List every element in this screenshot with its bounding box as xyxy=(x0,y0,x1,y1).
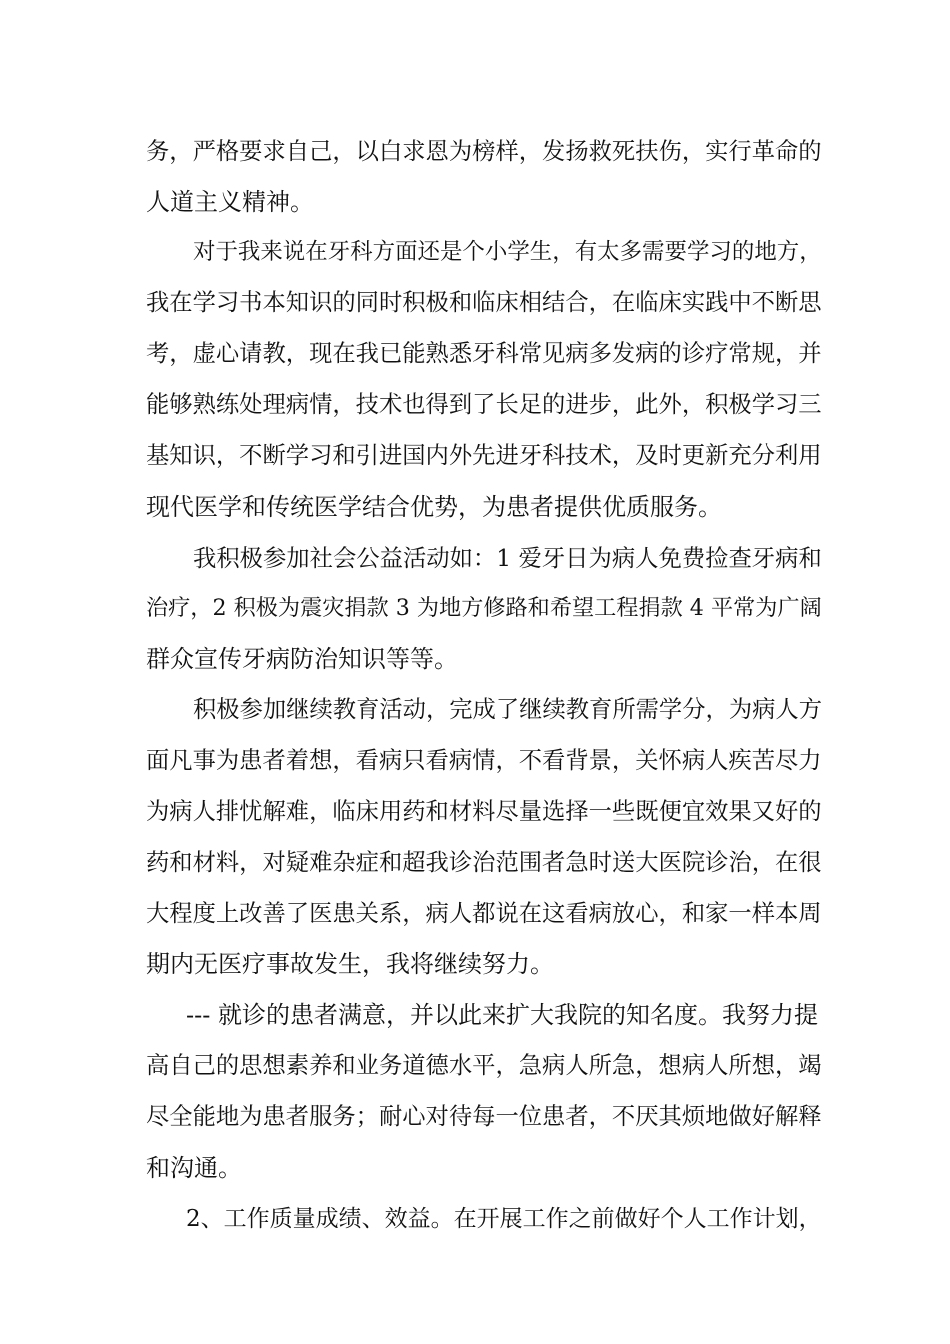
text-line-content: 考，虚心请教，现在我已能熟悉牙科常见病多发病的诊疗常规，并 xyxy=(146,340,822,367)
text-line xyxy=(0,1092,950,1142)
text-line xyxy=(0,127,950,177)
text-line-content: --- 就诊的患者满意，并以此来扩大我院的知名度。我努力提 xyxy=(186,1001,818,1029)
text-line-content: 务，严格要求自己，以白求恩为榜样，发扬救死扶伤，实行革命的 xyxy=(146,138,822,165)
text-line xyxy=(0,177,950,227)
text-line-content: 2、工作质量成绩、效益。在开展工作之前做好个人工作计划， xyxy=(186,1206,822,1232)
text-line xyxy=(0,329,950,379)
text-line-content: 现代医学和传统医学结合优势，为患者提供优质服务。 xyxy=(146,493,722,521)
text-line-content: 和沟通。 xyxy=(146,1154,242,1182)
text-line-content: 大程度上改善了医患关系，病人都说在这看病放心，和家一样本周 xyxy=(146,900,822,927)
text-line xyxy=(0,736,950,786)
text-line-content: 群众宣传牙病防治知识等等。 xyxy=(146,645,458,673)
text-line xyxy=(0,533,950,583)
text-line xyxy=(0,482,950,532)
text-line xyxy=(0,787,950,837)
text-line xyxy=(0,431,950,481)
text-line xyxy=(0,838,950,888)
text-line xyxy=(0,990,950,1040)
text-line-content: 我在学习书本知识的同时积极和临床相结合，在临床实践中不断思 xyxy=(146,289,822,316)
text-line xyxy=(0,939,950,989)
text-line-content: 对于我来说在牙科方面还是个小学生，有太多需要学习的地方， xyxy=(193,239,822,265)
text-line-content: 治疗，2 积极为震灾捐款 3 为地方修路和希望工程捐款 4 平常为广阔 xyxy=(146,595,822,621)
text-line xyxy=(0,278,950,328)
text-line xyxy=(0,634,950,684)
text-line-content: 高自己的思想素养和业务道德水平，急病人所急，想病人所想，竭 xyxy=(146,1052,822,1079)
text-line xyxy=(0,1194,950,1244)
text-line-content: 期内无医疗事故发生，我将继续努力。 xyxy=(146,950,554,978)
text-line xyxy=(0,1143,950,1193)
text-line-content: 面凡事为患者着想，看病只看病情，不看背景，关怀病人疾苦尽力 xyxy=(146,747,822,774)
text-line-content: 能够熟练处理病情，技术也得到了长足的进步，此外，积极学习三 xyxy=(146,391,822,418)
text-line xyxy=(0,227,950,277)
text-line-content: 为病人排忧解难，临床用药和材料尽量选择一些既便宜效果又好的 xyxy=(146,798,822,825)
text-line xyxy=(0,380,950,430)
text-line-content: 积极参加继续教育活动，完成了继续教育所需学分，为病人方 xyxy=(193,696,823,723)
text-line-content: 药和材料，对疑难杂症和超我诊治范围者急时送大医院诊治，在很 xyxy=(146,849,822,876)
text-line xyxy=(0,889,950,939)
text-line-content: 人道主义精神。 xyxy=(146,188,314,216)
text-line-content: 我积极参加社会公益活动如：1 爱牙日为病人免费捡查牙病和 xyxy=(193,544,822,572)
text-line-content: 尽全能地为患者服务；耐心对待每一位患者，不厌其烦地做好解释 xyxy=(146,1103,822,1130)
text-line xyxy=(0,583,950,633)
text-line-content: 基知识，不断学习和引进国内外先进牙科技术，及时更新充分利用 xyxy=(146,442,822,469)
text-line xyxy=(0,1041,950,1091)
text-line xyxy=(0,685,950,735)
